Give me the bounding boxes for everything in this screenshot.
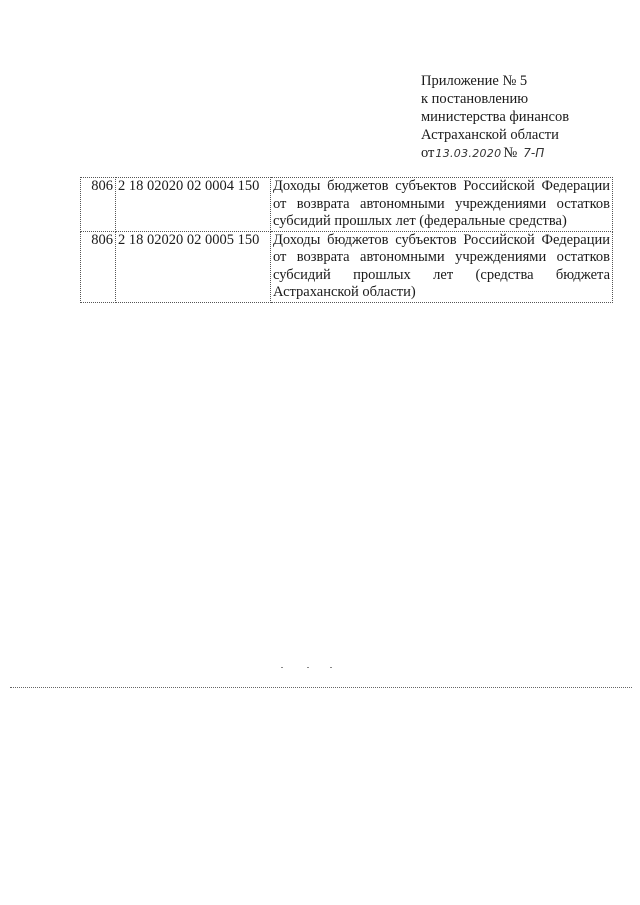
handwritten-date: 13.03.2020 bbox=[435, 147, 502, 160]
appendix-title: Приложение № 5 bbox=[421, 73, 528, 89]
admin-code-cell: 806 bbox=[81, 231, 116, 302]
appendix-ministry-line: министерства финансов bbox=[421, 109, 570, 125]
table-row bbox=[81, 231, 613, 302]
budget-codes-table bbox=[80, 177, 613, 303]
date-prefix: от bbox=[421, 145, 435, 161]
appendix-subtitle-line: к постановлению bbox=[421, 91, 529, 107]
admin-code-cell: 806 bbox=[81, 178, 116, 232]
handwritten-number: 7-П bbox=[523, 146, 545, 160]
scan-speck bbox=[281, 667, 283, 668]
scan-speck bbox=[330, 667, 332, 668]
scan-edge-line bbox=[10, 687, 632, 688]
kbk-code-cell: 2 18 02020 02 0005 150 bbox=[116, 231, 271, 302]
appendix-region-line: Астраханской области bbox=[421, 127, 559, 143]
income-name-cell: Доходы бюджетов субъектов Российской Федерации от возврата автономными учреждениями остатков субсидий прошлых лет (средства бюджета Астраханской области) bbox=[271, 231, 613, 302]
kbk-code-cell: 2 18 02020 02 0004 150 bbox=[116, 178, 271, 232]
income-name-cell: Доходы бюджетов субъектов Российской Федерации от возврата автономными учреждениями остатков субсидий прошлых лет (федеральные средства) bbox=[271, 178, 613, 232]
table-row bbox=[81, 178, 613, 232]
number-sign: № bbox=[503, 145, 518, 161]
scan-speck bbox=[307, 667, 309, 668]
appendix-header bbox=[421, 72, 621, 163]
appendix-date-line bbox=[421, 144, 621, 163]
